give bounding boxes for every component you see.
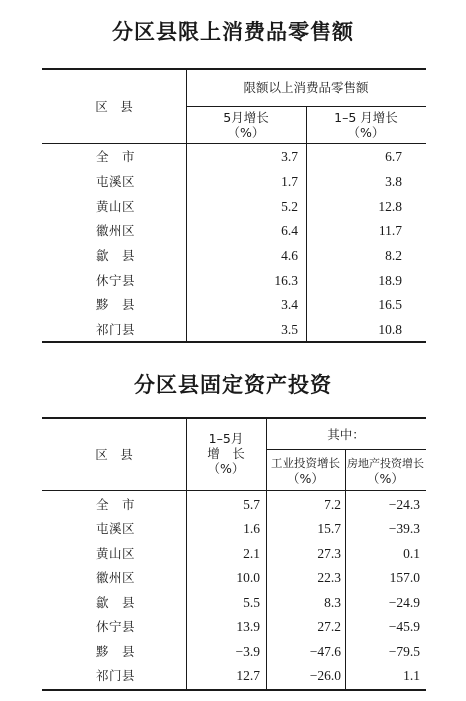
- table1-title: 分区县限上消费品零售额: [112, 20, 354, 44]
- table1-top-rule: [42, 68, 426, 70]
- district-label: 休宁县: [96, 273, 136, 288]
- value-cell: 6.4: [281, 223, 298, 238]
- table1-header-col2-line1: 1–5 月增长: [334, 110, 398, 125]
- value-cell: 13.9: [236, 619, 260, 634]
- value-cell: 5.2: [281, 199, 298, 214]
- value-cell: −79.5: [388, 644, 420, 659]
- district-label: 全 市: [96, 149, 136, 164]
- table1-bottom-rule: [42, 341, 426, 343]
- table1-header-district: 区 县: [95, 99, 133, 114]
- table2-header-col1-line1: 1–5月: [208, 431, 244, 446]
- value-cell: −24.3: [388, 497, 420, 512]
- value-cell: 22.3: [317, 570, 341, 585]
- value-cell: 12.8: [378, 199, 402, 214]
- district-label: 屯溪区: [96, 174, 136, 189]
- value-cell: 3.4: [281, 297, 298, 312]
- value-cell: 12.7: [236, 668, 260, 683]
- value-cell: −26.0: [309, 668, 341, 683]
- district-label: 屯溪区: [96, 521, 136, 536]
- table2-header-col2-line2: （%）: [287, 471, 324, 486]
- table2-header-district: 区 县: [95, 447, 133, 462]
- district-label: 祁门县: [96, 322, 136, 337]
- value-cell: 3.8: [385, 174, 402, 189]
- district-label: 徽州区: [96, 223, 136, 238]
- value-cell: 11.7: [378, 223, 402, 238]
- table2-header-col3-line2: （%）: [367, 471, 404, 486]
- value-cell: −45.9: [388, 619, 420, 634]
- value-cell: 0.1: [403, 546, 420, 561]
- value-cell: 4.6: [281, 248, 298, 263]
- value-cell: 3.5: [281, 322, 298, 337]
- table1-header-group: 限额以上消费品零售额: [243, 80, 369, 95]
- table2-header-col3-line1: 房地产投资增长: [347, 457, 424, 470]
- value-cell: 7.2: [324, 497, 341, 512]
- table2-header-col1-line3: （%）: [207, 461, 245, 476]
- district-label: 黟 县: [96, 297, 136, 312]
- district-label: 全 市: [96, 497, 136, 512]
- table1-vline-2: [306, 106, 307, 341]
- table1-header-divider: [42, 143, 426, 144]
- value-cell: 16.3: [274, 273, 298, 288]
- value-cell: 1.6: [243, 521, 260, 536]
- value-cell: 18.9: [378, 273, 402, 288]
- table2-top-rule: [42, 417, 426, 419]
- value-cell: −24.9: [388, 595, 420, 610]
- district-label: 黄山区: [96, 199, 136, 214]
- value-cell: 10.0: [236, 570, 260, 585]
- value-cell: 8.3: [324, 595, 341, 610]
- table2-bottom-rule: [42, 689, 426, 691]
- value-cell: 1.7: [281, 174, 298, 189]
- district-label: 休宁县: [96, 619, 136, 634]
- value-cell: −39.3: [388, 521, 420, 536]
- value-cell: −47.6: [309, 644, 341, 659]
- value-cell: 5.5: [243, 595, 260, 610]
- value-cell: 10.8: [378, 322, 402, 337]
- value-cell: 27.2: [317, 619, 341, 634]
- value-cell: 6.7: [385, 149, 402, 164]
- value-cell: 27.3: [317, 546, 341, 561]
- district-label: 黄山区: [96, 546, 136, 561]
- district-label: 歙 县: [96, 595, 136, 610]
- table2-header-divider: [42, 490, 426, 491]
- value-cell: 16.5: [378, 297, 402, 312]
- district-label: 徽州区: [96, 570, 136, 585]
- value-cell: 8.2: [385, 248, 402, 263]
- district-label: 歙 县: [96, 248, 136, 263]
- district-label: 黟 县: [96, 644, 136, 659]
- table2-header-col2-line1: 工业投资增长: [271, 456, 340, 470]
- value-cell: −3.9: [235, 644, 260, 659]
- value-cell: 1.1: [403, 668, 420, 683]
- table2-header-col1-line2: 增 长: [207, 446, 245, 461]
- table2-title: 分区县固定资产投资: [134, 373, 332, 397]
- table1-header-col1-line2: （%）: [227, 125, 265, 140]
- district-label: 祁门县: [96, 668, 136, 683]
- table2-header-group: 其中：: [327, 427, 365, 442]
- table2-group-divider: [266, 449, 426, 450]
- value-cell: 15.7: [317, 521, 341, 536]
- value-cell: 3.7: [281, 149, 298, 164]
- value-cell: 157.0: [389, 570, 420, 585]
- table1-header-col1-line1: 5月增长: [223, 110, 269, 125]
- value-cell: 2.1: [243, 546, 260, 561]
- value-cell: 5.7: [243, 497, 260, 512]
- table1-header-col2-line2: （%）: [347, 125, 385, 140]
